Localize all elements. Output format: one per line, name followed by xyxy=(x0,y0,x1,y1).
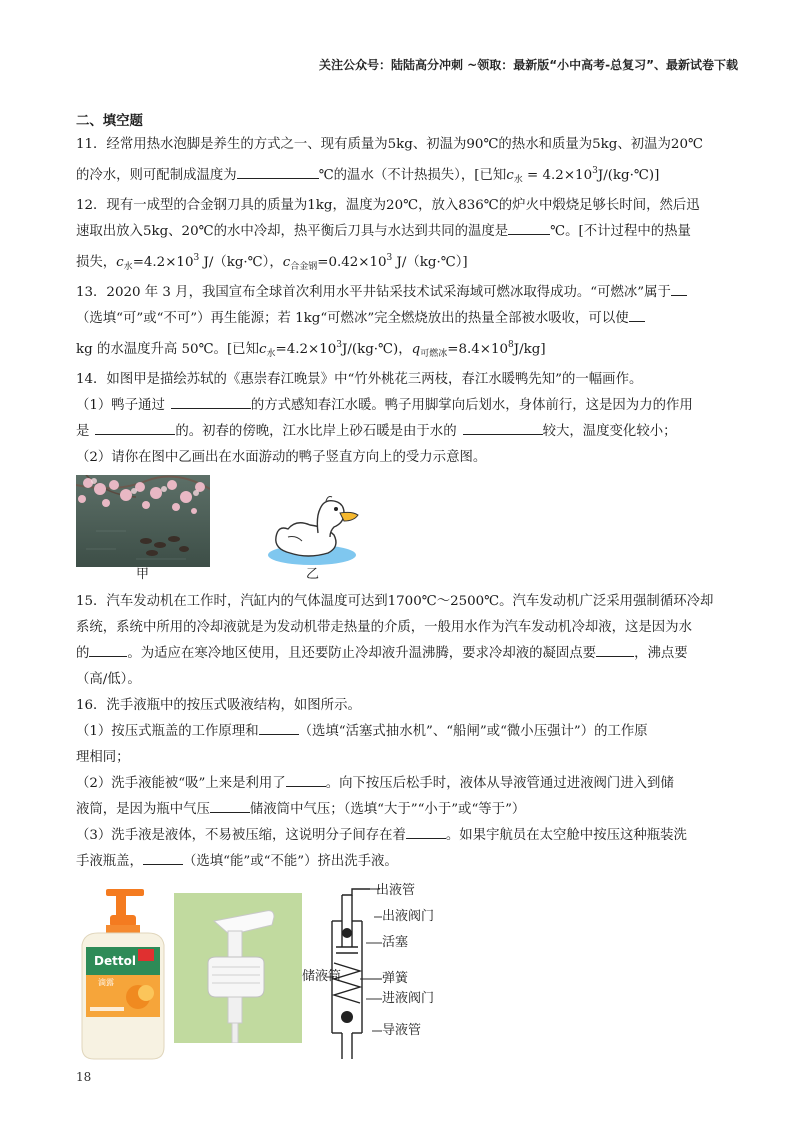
page-header: 关注公众号：陆陆高分冲刺 ~领取：最新版“小中高考-总复习”、最新试卷下载 xyxy=(319,58,738,72)
q16-text-c: （2）洗手液能被“吸”上来是利用了 xyxy=(76,776,286,791)
q13-c-exp: 3 xyxy=(336,340,342,350)
q12-c2-unit: J/（kg·℃）] xyxy=(392,255,468,270)
q11-c-unit: J/(kg·℃)] xyxy=(597,168,660,183)
q16-answer-blank-1[interactable] xyxy=(259,720,299,735)
q12-c2-value: =0.42×10 xyxy=(317,255,387,270)
caption-yi: 乙 xyxy=(306,567,320,582)
q16-figures xyxy=(76,883,724,1069)
q13-q-unit: J/kg] xyxy=(513,342,546,357)
q13-text-b: （选填“可”或“不可”）再生能源；若 1kg“可燃冰”完全燃烧放出的热量全部被水吸收，可以使 xyxy=(76,311,629,326)
q12-c2-sub: 合金钢 xyxy=(290,262,318,272)
q16-text-h: 。如果宇航员在太空舱中按压这种瓶装洗 xyxy=(445,828,687,843)
q11-c-exp: 3 xyxy=(592,166,598,176)
q11-line2 xyxy=(76,158,724,193)
q16-text-e: 液筒，是因为瓶中气压 xyxy=(76,802,210,817)
label-outlet-valve: 出液阀门 xyxy=(382,909,435,924)
q16-line5 xyxy=(76,797,724,823)
duck-image xyxy=(268,491,368,567)
bottle-brand-cn-text: 滴露 xyxy=(98,978,114,987)
q15-line3 xyxy=(76,641,724,667)
q11-c-symbol: c xyxy=(506,168,514,183)
q11-c-value: = 4.2×10 xyxy=(522,168,593,183)
q16-text-b: （选填“活塞式抽水机”、“船闸”或“微小压强计”）的工作原 xyxy=(298,724,648,739)
q12-line2 xyxy=(76,219,724,245)
q16-line7 xyxy=(76,849,724,875)
q14-figures xyxy=(76,475,724,583)
label-piston: 活塞 xyxy=(382,935,409,950)
question-content xyxy=(76,112,724,1069)
q12-c1-symbol: c xyxy=(116,255,124,270)
q14-text-d: 的。初春的傍晚，江水比岸上砂石暖是由于水的 xyxy=(175,424,457,439)
q14-text-b: 的方式感知春江水暖。鸭子用脚掌向后划水，身体前行，这是因为力的作用 xyxy=(250,398,693,413)
q13-q-sub: 可燃冰 xyxy=(420,349,448,359)
label-outlet-pipe: 出液管 xyxy=(376,883,416,898)
q13-line3 xyxy=(76,332,724,367)
q13-answer-blank-1[interactable] xyxy=(671,281,687,296)
q12-c1-unit: J/（kg·℃）， xyxy=(199,255,283,270)
q13-line2 xyxy=(76,306,724,332)
page-number: 18 xyxy=(76,1070,92,1084)
q12-line3 xyxy=(76,245,724,280)
q16-line3: 理相同； xyxy=(76,750,130,765)
q13-answer-blank-2[interactable] xyxy=(629,307,645,322)
q14-answer-blank-2[interactable] xyxy=(95,420,175,435)
q12-text-b: ℃。[不计过程中的热量 xyxy=(550,224,691,239)
painting-image xyxy=(76,475,210,567)
pump-photo-image xyxy=(174,893,302,1043)
q16-text-g: （3）洗手液是液体，不易被压缩，这说明分子间存在着 xyxy=(76,828,406,843)
q16-text-d: 。向下按压后松手时，液体从导液管通过进液阀门进入到储 xyxy=(325,776,674,791)
q16-line6 xyxy=(76,823,724,849)
q13-q-symbol: q xyxy=(411,342,421,357)
q11-text-b: ℃的温水（不计热损失），[已知 xyxy=(318,168,507,183)
caption-jia: 甲 xyxy=(136,567,150,582)
q16-line1: 16．洗手液瓶中的按压式吸液结构，如图所示。 xyxy=(76,698,361,713)
q13-q-exp: 8 xyxy=(508,340,514,350)
q12-answer-blank[interactable] xyxy=(508,220,550,235)
section-title: 二、填空题 xyxy=(76,114,143,129)
q15-answer-blank-2[interactable] xyxy=(596,642,634,657)
q13-c-sub: 水 xyxy=(266,349,276,359)
q14-line1: 14．如图甲是描绘苏轼的《惠崇春江晚景》中“竹外桃花三两枝，春江水暖鸭先知”的一幅画作。 xyxy=(76,372,643,387)
q11-c-sub: 水 xyxy=(513,175,523,185)
q16-text-f: 储液筒中气压；（选填“大于”“小于”或“等于”） xyxy=(249,802,526,817)
label-storage: 储液筒 xyxy=(302,969,342,984)
q12-text-c: 损失， xyxy=(76,255,117,270)
q13-text-c: kg 的水温度升高 50℃。[已知 xyxy=(76,342,259,357)
q11-answer-blank[interactable] xyxy=(237,164,319,179)
q14-text-a: （1）鸭子通过 xyxy=(76,398,165,413)
q16-line2 xyxy=(76,719,724,745)
label-inlet-valve: 进液阀门 xyxy=(382,991,435,1006)
q15-line2: 系统，系统中所用的冷却液就是为发动机带走热量的介质，一般用水作为汽车发动机冷却液，这是因为水 xyxy=(76,620,692,635)
q14-text-c: 是 xyxy=(76,424,90,439)
bottle-brand-text: Dettol xyxy=(94,954,136,968)
q15-answer-blank-1[interactable] xyxy=(89,642,127,657)
q13-line1 xyxy=(76,280,724,306)
q12-c2-exp: 3 xyxy=(386,253,393,263)
q12-c1-value: =4.2×10 xyxy=(132,255,194,270)
q12-c1-sub: 水 xyxy=(123,262,133,272)
q15-line4: （高/低）。 xyxy=(76,672,141,687)
q16-answer-blank-3[interactable] xyxy=(210,798,250,813)
q16-text-a: （1）按压式瓶盖的工作原理和 xyxy=(76,724,259,739)
q16-line4 xyxy=(76,771,724,797)
q14-answer-blank-1[interactable] xyxy=(171,394,251,409)
q14-answer-blank-3[interactable] xyxy=(463,420,543,435)
q13-text-a: 13．2020 年 3 月，我国宣布全球首次利用水平井钻采技术试采海域可燃冰取得成功。“可燃冰”属于 xyxy=(76,285,671,300)
q15-text-a: 的 xyxy=(76,646,90,661)
q12-text-a: 速取出放入5kg、20℃的水中冷却，热平衡后刀具与水达到共同的温度是 xyxy=(76,224,509,239)
soap-bottle-image xyxy=(76,889,170,1061)
q16-text-i: 手液瓶盖， xyxy=(76,854,143,869)
q14-line2 xyxy=(76,393,724,419)
q14-line3 xyxy=(76,419,724,445)
q11-line1: 11．经常用热水泡脚是养生的方式之一、现有质量为5kg、初温为90℃的热水和质量为5kg、初温为20℃ xyxy=(76,137,703,152)
label-spring: 弹簧 xyxy=(382,971,409,986)
q14-text-e: 较大，温度变化较小； xyxy=(542,424,677,439)
q14-line4: （2）请你在图中乙画出在水面游动的鸭子竖直方向上的受力示意图。 xyxy=(76,450,487,465)
q12-c1-exp: 3 xyxy=(193,253,200,263)
q13-c-unit: J/(kg·℃)， xyxy=(342,342,412,357)
q15-text-c: ，沸点要 xyxy=(634,646,688,661)
label-guide-pipe: 导液管 xyxy=(382,1023,422,1038)
q15-text-b: 。为适应在寒冷地区使用，且还要防止冷却液升温沸腾，要求冷却液的凝固点要 xyxy=(127,646,597,661)
q13-q-value: =8.4×10 xyxy=(447,342,509,357)
q12-line1: 12．现有一成型的合金钢刀具的质量为1kg，温度为20℃，放入836℃的炉火中煅烧足够长时间，然后迅 xyxy=(76,198,700,213)
q13-c-value: =4.2×10 xyxy=(275,342,337,357)
diagram-leader-lines xyxy=(326,883,386,1063)
q13-c-symbol: c xyxy=(258,342,267,357)
q11-text-a: 的冷水，则可配制成温度为 xyxy=(76,168,237,183)
q16-answer-blank-5[interactable] xyxy=(143,850,183,865)
q12-c2-symbol: c xyxy=(282,255,291,270)
q15-line1: 15．汽车发动机在工作时，汽缸内的气体温度可达到1700℃～2500℃。汽车发动机广泛采用强制循环冷却 xyxy=(76,594,714,609)
q16-answer-blank-2[interactable] xyxy=(286,772,326,787)
q16-text-j: （选填“能”或“不能”）挤出洗手液。 xyxy=(182,854,398,869)
q16-answer-blank-4[interactable] xyxy=(406,824,446,839)
